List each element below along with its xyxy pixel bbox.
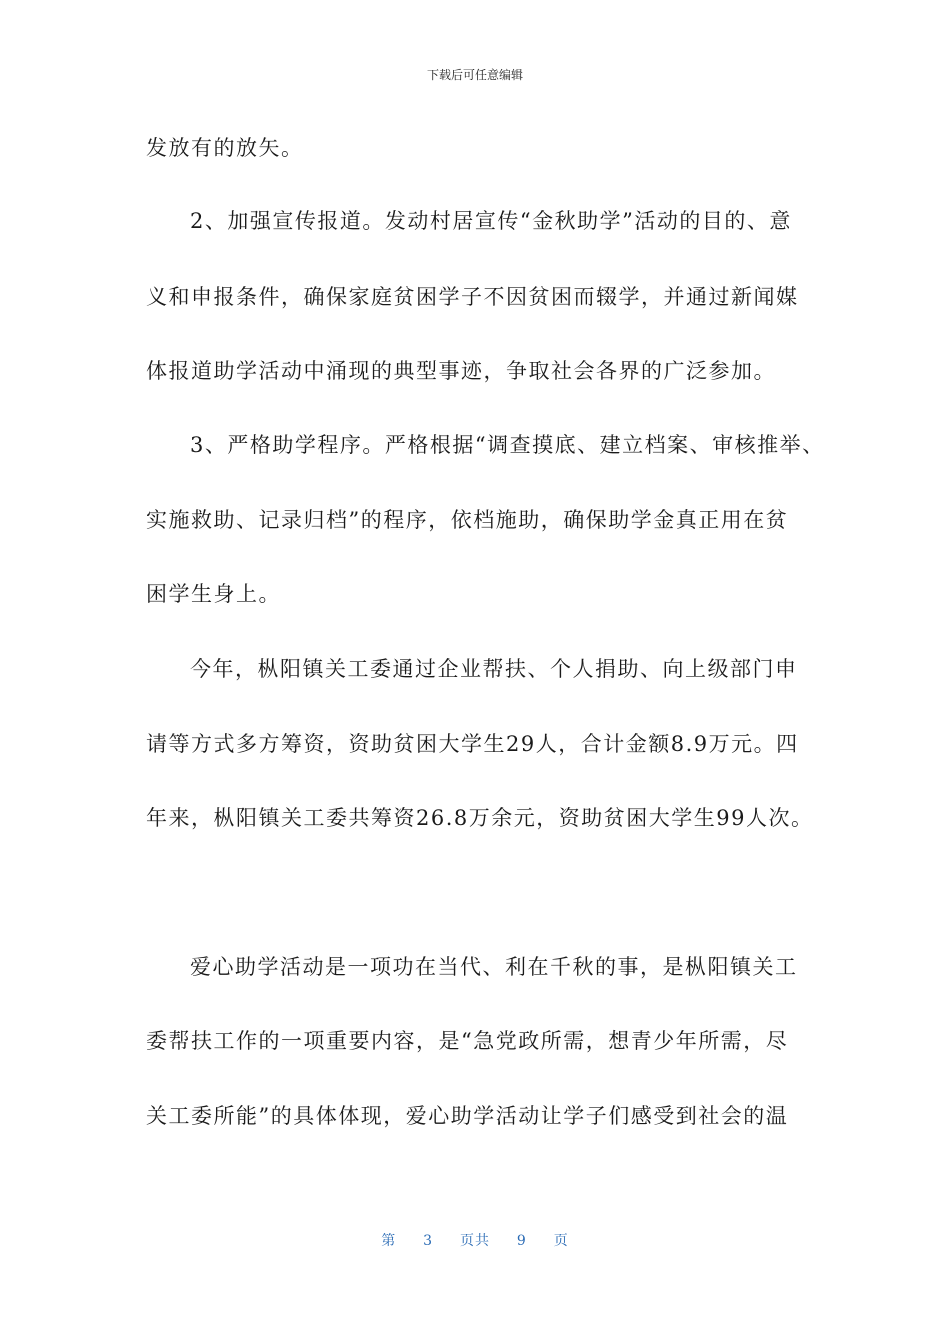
body-line: 请等方式多方筹资，资助贫困大学生29人，合计金额8.9万元。四 [146, 732, 799, 756]
page-label-prefix: 第 [381, 1233, 397, 1249]
body-line: 爱心助学活动是一项功在当代、利在千秋的事，是枞阳镇关工 [190, 955, 798, 979]
page-header: 下载后可任意编辑 [426, 68, 523, 82]
body-line: 义和申报条件，确保家庭贫困学子不因贫困而辍学，并通过新闻媒 [146, 285, 799, 309]
body-line: 委帮扶工作的一项重要内容，是“急党政所需，想青少年所需，尽 [146, 1029, 789, 1053]
page-footer [0, 1230, 950, 1250]
current-page-number: 3 [423, 1233, 434, 1249]
total-pages-number: 9 [516, 1233, 527, 1249]
page-label-suffix: 页 [553, 1233, 569, 1249]
body-line: 年来，枞阳镇关工委共筹资26.8万余元，资助贫困大学生99人次。 [146, 806, 814, 830]
body-line: 今年，枞阳镇关工委通过企业帮扶、个人捐助、向上级部门申 [190, 657, 798, 681]
page-label-middle: 页共 [460, 1233, 490, 1249]
body-line: 发放有的放矢。 [146, 136, 304, 160]
body-line: 体报道助学活动中涌现的典型事迹，争取社会各界的广泛参加。 [146, 359, 776, 383]
body-line: 困学生身上。 [146, 582, 281, 606]
body-line: 2、加强宣传报道。发动村居宣传“金秋助学”活动的目的、意 [190, 209, 792, 233]
body-line: 关工委所能”的具体体现，爱心助学活动让学子们感受到社会的温 [146, 1104, 789, 1128]
body-line: 3、严格助学程序。严格根据“调查摸底、建立档案、审核推举、 [190, 433, 825, 457]
body-line: 实施救助、记录归档”的程序，依档施助，确保助学金真正用在贫 [146, 508, 789, 532]
